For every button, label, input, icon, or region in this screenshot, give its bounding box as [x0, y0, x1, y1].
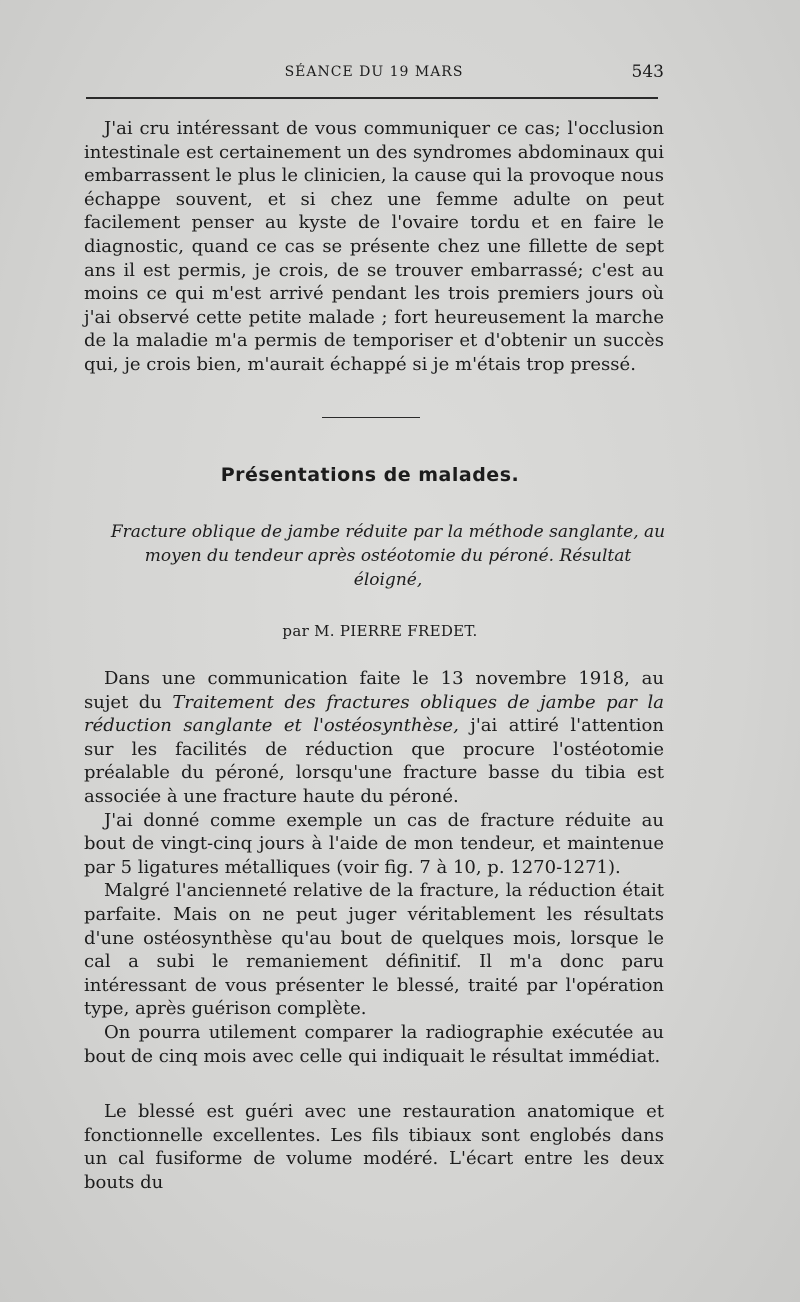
body-paragraph-1	[84, 667, 664, 809]
page-header	[84, 62, 664, 86]
body-paragraph-2: J'ai donné comme exemple un cas de fracture réduite au bout de vingt-cinq jours à l'aide de mon tendeur, et maintenue par 5 ligatures métalliques (voir fig. 7 à 10, p. 1270-1271).	[84, 809, 664, 878]
body-paragraph-5: Le blessé est guéri avec une restauration anatomique et fonctionnelle excellentes. Les fils tibiaux sont englobés dans un cal fusiforme de volume modéré. L'écart entre les deux bouts du	[84, 1101, 664, 1193]
body-paragraph-4: On pourra utilement comparer la radiographie exécutée au bout de cinq mois avec celle qui indiquait le résultat immédiat.	[84, 1021, 664, 1067]
section-title: Présentations de malades.	[220, 464, 520, 486]
cited-work-title: Traitement des fractures obliques de jambe par la réduction sanglante et l'ostéosynthèse,	[84, 691, 664, 737]
page-number: 543	[631, 62, 664, 82]
body-paragraph-3: Malgré l'ancienneté relative de la fracture, la réduction était parfaite. Mais on ne peut juger véritablement les résultats d'une ostéosynthèse qu'au bout de quelques mois, lorsque le cal a subi le remaniement définitif. Il m'a donc paru intéressant de vous présenter le blessé, traité par l'opération type, après guérison complète.	[84, 880, 664, 1020]
article-title: Fracture oblique de jambe réduite par la méthode sanglante, au moyen du tendeur après ostéotomie du péroné. Résultat éloigné,	[110, 522, 666, 590]
article-byline: par M. PIERRE FREDET.	[282, 622, 478, 640]
body-paragraph-1-start: Dans une communication faite le 13 novembre 1918, au sujet du	[84, 668, 664, 713]
header-rule	[86, 97, 658, 99]
body-paragraph-1-end: j'ai attiré l'attention sur les facilités de réduction que procure l'ostéotomie préalable du péroné, lorsqu'une fracture basse du tibia est associée à une fracture haute du péroné.	[84, 715, 664, 807]
article-body-top	[84, 667, 664, 1068]
running-head: SÉANCE DU 19 MARS	[284, 64, 464, 80]
intro-paragraph: J'ai cru intéressant de vous communiquer ce cas; l'occlusion intestinale est certainement un des syndromes abdominaux qui embarrassent le plus le clinicien, la cause qui la provoque nous échappe souvent, et si chez une femme adulte on peut facilement penser au kyste de l'ovaire tordu et en faire le diagnostic, quand ce cas se présente chez une fillette de sept ans il est permis, je crois, de se trouver embarrassé; c'est au moins ce qui m'est arrivé pendant les trois premiers jours où j'ai observé cette petite malade ; fort heureusement la marche de la maladie m'a permis de temporiser et d'obtenir un succès qui, je crois bien, m'aurait échappé si je m'étais trop pressé.	[84, 118, 664, 375]
section-divider	[322, 417, 420, 418]
